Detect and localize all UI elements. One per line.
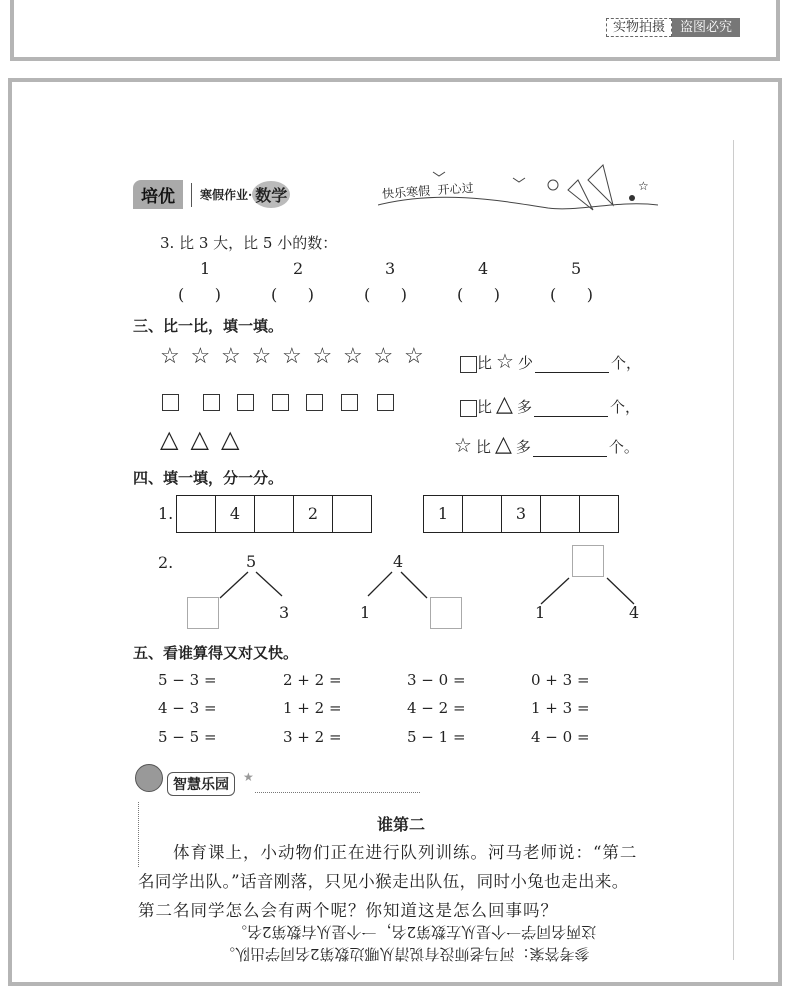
q3-prompt: 3. 比 3 大，比 5 小的数：: [160, 234, 338, 252]
dotted-rule: [255, 792, 420, 793]
story-line: 第二名同学怎么会有两个呢？你知道这是怎么回事吗？: [138, 901, 558, 920]
arithmetic-item[interactable]: 5 − 3 =: [158, 671, 217, 689]
q3-number: 3: [385, 259, 396, 278]
q3-answer-paren[interactable]: ( ): [550, 285, 593, 304]
star-icon: ☆: [160, 344, 180, 369]
arithmetic-item[interactable]: 5 − 5 =: [158, 728, 217, 746]
star-icon: ☆: [282, 344, 302, 369]
compare-word: 比: [477, 354, 493, 372]
star-icon: ☆: [251, 344, 272, 369]
compare-word: 多: [516, 398, 532, 416]
compare-word: 多: [515, 438, 531, 456]
triangle-icon: △: [160, 425, 179, 453]
star-icon: ☆: [496, 349, 514, 373]
banner-text: 快乐寒假 开心过: [381, 180, 475, 202]
q1-label: 1.: [158, 504, 174, 523]
tree3-left: 1: [535, 603, 546, 622]
unit-text: 个，: [610, 354, 641, 372]
watermark-left: 实物拍摄: [606, 18, 672, 37]
logo: 培优: [133, 180, 183, 209]
subject-label: 数学: [252, 181, 290, 208]
zhihui-header: [133, 762, 433, 802]
triangle-icon: △: [221, 425, 240, 453]
tree1-right: 3: [279, 603, 290, 622]
star-icon: ☆: [373, 344, 394, 369]
answer-line: 这两名同学一个是从左数第2名，一个是从右数第2名。: [232, 923, 597, 941]
star-icon: ☆: [190, 344, 211, 369]
star-icon: ☆: [221, 344, 241, 369]
tree2-top: 4: [393, 552, 404, 571]
q3-number: 1: [200, 259, 211, 278]
q2-label: 2.: [158, 553, 174, 572]
compare-word: 比: [477, 398, 493, 416]
q3-answer-paren[interactable]: ( ): [271, 285, 314, 304]
tree1-left-box[interactable]: [187, 597, 219, 629]
arithmetic-item[interactable]: 4 − 3 =: [158, 699, 217, 717]
arithmetic-item[interactable]: 0 + 3 =: [531, 671, 590, 689]
tree2-left: 1: [360, 603, 371, 622]
zhihui-badge: 智慧乐园: [167, 772, 235, 796]
section3-title: 三、比一比，填一填。: [133, 317, 284, 335]
compare-word: 少: [517, 354, 533, 372]
q3-number: 5: [571, 259, 582, 278]
tree1-top: 5: [246, 552, 257, 571]
svg-text:☆: ☆: [638, 179, 649, 193]
q3-answer-paren[interactable]: ( ): [178, 285, 221, 304]
section4-title: 四、填一填，分一分。: [133, 469, 284, 487]
tree2-right-box[interactable]: [430, 597, 462, 629]
q3-number: 4: [478, 259, 489, 278]
strip-cell[interactable]: 4: [216, 496, 255, 532]
star-icon: ☆: [404, 344, 424, 369]
strip-cell[interactable]: 2: [294, 496, 333, 532]
story-line: 名同学出队。”话音刚落，只见小猴走出队伍，同时小兔也走出来。: [138, 872, 629, 891]
story-line: 体育课上，小动物们正在进行队列训练。河马老师说：“第二: [138, 843, 638, 862]
answer-line: 参考答案：河马老师没有说清从哪边数第2名同学出队。: [220, 945, 590, 963]
triangle-icon: △: [494, 432, 512, 457]
triangle-icon: △: [496, 392, 513, 417]
star-icon: ☆: [343, 344, 363, 369]
star-icon: ☆: [454, 433, 472, 457]
series-label: 寒假作业·: [200, 188, 253, 202]
unit-text: 个，: [609, 398, 640, 416]
arithmetic-item[interactable]: 4 − 0 =: [531, 728, 590, 746]
q3-answer-paren[interactable]: ( ): [364, 285, 407, 304]
triangle-icon: △: [190, 425, 209, 453]
unit-text: 个。: [608, 438, 639, 456]
arithmetic-item[interactable]: 4 − 2 =: [407, 699, 466, 717]
arithmetic-item[interactable]: 5 − 1 =: [407, 728, 466, 746]
star-icon: ★: [243, 770, 254, 784]
watermark-right: 盗图必究: [672, 18, 740, 37]
arithmetic-item[interactable]: 3 + 2 =: [283, 728, 342, 746]
tree3-top-box[interactable]: [572, 545, 604, 577]
arithmetic-item[interactable]: 2 + 2 =: [283, 671, 342, 689]
compare-word: 比: [475, 438, 491, 456]
section5-title: 五、看谁算得又对又快。: [133, 644, 299, 662]
q3-number: 2: [293, 259, 304, 278]
arithmetic-item[interactable]: 1 + 2 =: [283, 699, 342, 717]
mascot-icon: [135, 764, 163, 792]
star-icon: ☆: [312, 344, 333, 369]
q3-answer-paren[interactable]: ( ): [457, 285, 500, 304]
story-title: 谁第二: [377, 815, 426, 834]
arithmetic-item[interactable]: 1 + 3 =: [531, 699, 590, 717]
strip-cell[interactable]: 1: [424, 496, 463, 532]
strip-cell[interactable]: 3: [502, 496, 541, 532]
tree3-right: 4: [629, 603, 640, 622]
arithmetic-item[interactable]: 3 − 0 =: [407, 671, 466, 689]
